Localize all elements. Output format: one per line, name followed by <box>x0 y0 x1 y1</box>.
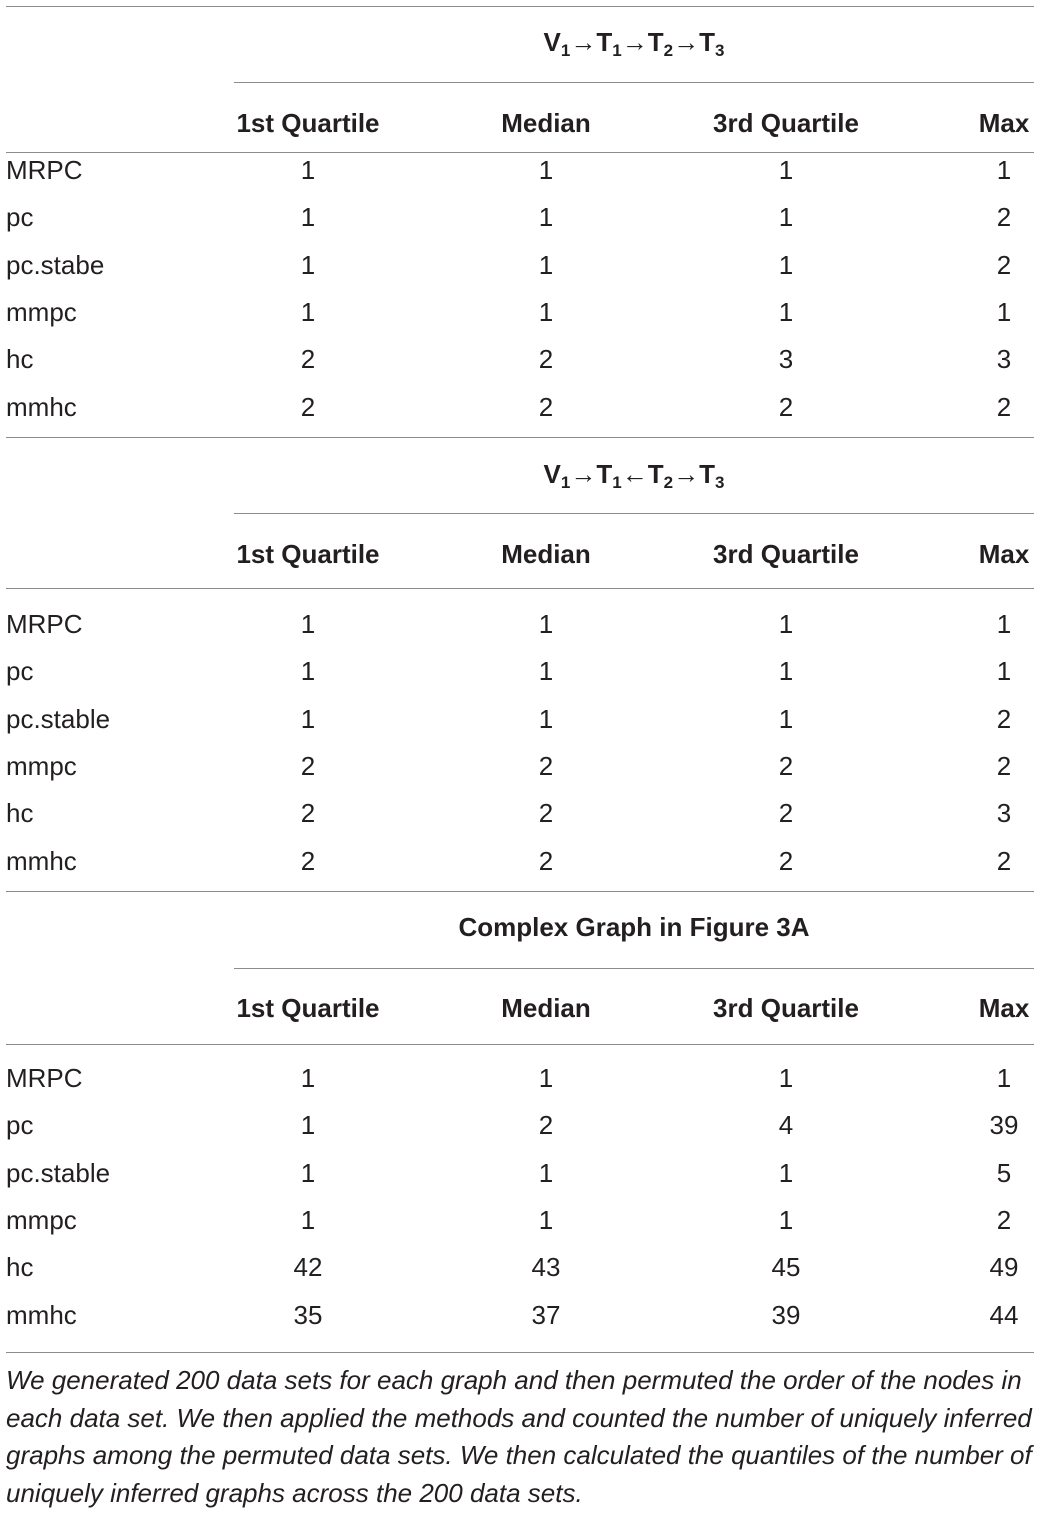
value-cell: 1 <box>538 249 554 280</box>
method-name: pc <box>6 1110 34 1141</box>
value-cell: 2 <box>778 845 794 876</box>
column-header: 3rd Quartile <box>713 108 859 138</box>
value-cell: 1 <box>996 296 1012 327</box>
value-cell: 1 <box>778 609 794 639</box>
table-row <box>6 1062 1034 1109</box>
value-cell: 2 <box>996 202 1012 233</box>
value-cell: 49 <box>989 1252 1019 1283</box>
table-row <box>6 1109 1034 1156</box>
value-cell: 1 <box>300 202 316 233</box>
value-cell: 1 <box>538 1204 554 1235</box>
value-cell: 2 <box>778 798 794 829</box>
value-cell: 2 <box>538 1110 554 1141</box>
table-row <box>6 608 1034 655</box>
method-name: hc <box>6 344 34 375</box>
method-name: mmpc <box>6 296 77 327</box>
node-label: V <box>543 27 561 57</box>
method-name: MRPC <box>6 609 83 639</box>
value-cell: 2 <box>538 750 554 781</box>
value-cell: 1 <box>538 656 554 687</box>
table-row <box>6 1204 1034 1251</box>
section-divider <box>6 437 1034 438</box>
value-cell: 1 <box>300 609 316 639</box>
value-cell: 1 <box>778 202 794 233</box>
node-label: T <box>647 27 664 57</box>
node-label: V <box>543 459 561 489</box>
value-cell: 1 <box>538 155 554 185</box>
value-cell: 1 <box>778 703 794 734</box>
value-cell: 2 <box>996 391 1012 422</box>
value-cell: 1 <box>538 202 554 233</box>
column-header: Median <box>501 539 591 569</box>
method-name: MRPC <box>6 155 83 185</box>
node-subscript: 3 <box>714 41 725 60</box>
value-cell: 1 <box>778 1063 794 1093</box>
title-rule <box>234 968 1034 969</box>
title-rule <box>234 82 1034 83</box>
table-row <box>6 703 1034 750</box>
value-cell: 1 <box>300 1204 316 1235</box>
header-rule <box>6 588 1034 589</box>
value-cell: 1 <box>300 249 316 280</box>
value-cell: 2 <box>300 750 316 781</box>
table-row <box>6 1251 1034 1298</box>
value-cell: 1 <box>300 296 316 327</box>
group-title: Complex Graph in Figure 3A <box>458 912 810 942</box>
value-cell: 37 <box>531 1299 561 1330</box>
column-header: 1st Quartile <box>236 539 380 569</box>
table-row <box>6 249 1034 296</box>
table-row <box>6 296 1034 343</box>
column-header: Median <box>501 993 591 1023</box>
value-cell: 5 <box>996 1157 1012 1188</box>
method-name: hc <box>6 1252 34 1283</box>
section-divider <box>6 891 1034 892</box>
value-cell: 1 <box>996 1063 1012 1093</box>
value-cell: 2 <box>996 845 1012 876</box>
node-subscript: 3 <box>714 473 725 492</box>
column-header: Median <box>501 108 591 138</box>
value-cell: 1 <box>778 656 794 687</box>
node-subscript: 2 <box>663 41 674 60</box>
value-cell: 3 <box>778 344 794 375</box>
group-title <box>234 458 1034 490</box>
arrow-symbol: → <box>621 27 648 57</box>
value-cell: 2 <box>300 845 316 876</box>
value-cell: 2 <box>538 798 554 829</box>
value-cell: 1 <box>996 656 1012 687</box>
column-header: Max <box>978 993 1030 1023</box>
value-cell: 1 <box>778 1157 794 1188</box>
column-header: 1st Quartile <box>236 108 380 138</box>
table-row <box>6 201 1034 248</box>
table-footnote: We generated 200 data sets for each graph and then permuted the order of the nodes in each data set. We then applied the methods and counted the number of uniquely inferred graphs among the permuted data sets. We then calculated the quantiles of the number of uniquely inferred graphs across the 200 data sets. <box>6 1365 1032 1508</box>
node-subscript: 1 <box>612 473 622 492</box>
column-header: Max <box>978 108 1030 138</box>
value-cell: 3 <box>996 344 1012 375</box>
method-name: pc.stable <box>6 1157 111 1188</box>
node-label: T <box>596 27 613 57</box>
arrow-symbol: → <box>570 459 597 489</box>
node-label: T <box>647 459 664 489</box>
value-cell: 2 <box>996 1204 1012 1235</box>
value-cell: 2 <box>996 703 1012 734</box>
title-rule <box>234 513 1034 514</box>
table-row <box>6 391 1034 438</box>
value-cell: 39 <box>989 1110 1019 1141</box>
value-cell: 1 <box>778 249 794 280</box>
value-cell: 1 <box>300 155 316 185</box>
value-cell: 1 <box>300 1110 316 1141</box>
node-label: T <box>699 27 715 57</box>
value-cell: 2 <box>996 750 1012 781</box>
method-name: mmpc <box>6 1204 77 1235</box>
value-cell: 2 <box>300 344 316 375</box>
value-cell: 1 <box>778 155 794 185</box>
table-row <box>6 1299 1034 1346</box>
group-title <box>234 26 1034 58</box>
value-cell: 1 <box>996 155 1012 185</box>
arrow-symbol: → <box>570 27 597 57</box>
column-header: 3rd Quartile <box>713 993 859 1023</box>
node-subscript: 1 <box>612 41 622 60</box>
value-cell: 1 <box>778 296 794 327</box>
value-cell: 1 <box>538 1157 554 1188</box>
value-cell: 2 <box>300 798 316 829</box>
method-name: mmhc <box>6 1299 77 1330</box>
arrow-symbol: → <box>673 459 700 489</box>
value-cell: 39 <box>771 1299 801 1330</box>
value-cell: 1 <box>996 609 1012 639</box>
value-cell: 35 <box>293 1299 323 1330</box>
value-cell: 2 <box>538 391 554 422</box>
method-name: mmpc <box>6 750 77 781</box>
value-cell: 45 <box>771 1252 801 1283</box>
method-name: mmhc <box>6 391 77 422</box>
column-header: 1st Quartile <box>236 993 380 1023</box>
value-cell: 1 <box>538 1063 554 1093</box>
value-cell: 1 <box>300 1063 316 1093</box>
value-cell: 2 <box>996 249 1012 280</box>
value-cell: 1 <box>300 1157 316 1188</box>
value-cell: 2 <box>778 750 794 781</box>
table-row <box>6 797 1034 844</box>
node-subscript: 2 <box>663 473 674 492</box>
method-name: pc <box>6 202 34 233</box>
value-cell: 1 <box>778 1204 794 1235</box>
value-cell: 2 <box>538 344 554 375</box>
header-rule <box>6 152 1034 153</box>
value-cell: 44 <box>989 1299 1019 1330</box>
value-cell: 1 <box>538 296 554 327</box>
arrow-symbol: ← <box>621 459 648 489</box>
value-cell: 2 <box>778 391 794 422</box>
method-name: mmhc <box>6 845 77 876</box>
method-name: hc <box>6 798 34 829</box>
header-rule <box>6 1044 1034 1045</box>
value-cell: 1 <box>538 703 554 734</box>
column-header: Max <box>978 539 1030 569</box>
column-header: 3rd Quartile <box>713 539 859 569</box>
node-subscript: 1 <box>560 41 571 60</box>
table-row <box>6 655 1034 702</box>
footnote-rule <box>6 1352 1034 1353</box>
value-cell: 43 <box>531 1252 561 1283</box>
value-cell: 3 <box>996 798 1012 829</box>
table-row <box>6 1157 1034 1204</box>
table-row <box>6 343 1034 390</box>
value-cell: 1 <box>300 703 316 734</box>
arrow-symbol: → <box>673 27 700 57</box>
value-cell: 2 <box>300 391 316 422</box>
value-cell: 42 <box>293 1252 323 1283</box>
method-name: MRPC <box>6 1063 83 1093</box>
node-label: T <box>699 459 715 489</box>
value-cell: 1 <box>538 609 554 639</box>
table-row <box>6 154 1034 201</box>
table-row <box>6 750 1034 797</box>
value-cell: 4 <box>778 1110 794 1141</box>
node-label: T <box>596 459 613 489</box>
value-cell: 2 <box>538 845 554 876</box>
method-name: pc.stable <box>6 703 111 734</box>
method-name: pc <box>6 656 34 687</box>
table-row <box>6 845 1034 892</box>
node-subscript: 1 <box>560 473 571 492</box>
value-cell: 1 <box>300 656 316 687</box>
method-name: pc.stabe <box>6 249 105 280</box>
top-rule <box>6 6 1034 7</box>
